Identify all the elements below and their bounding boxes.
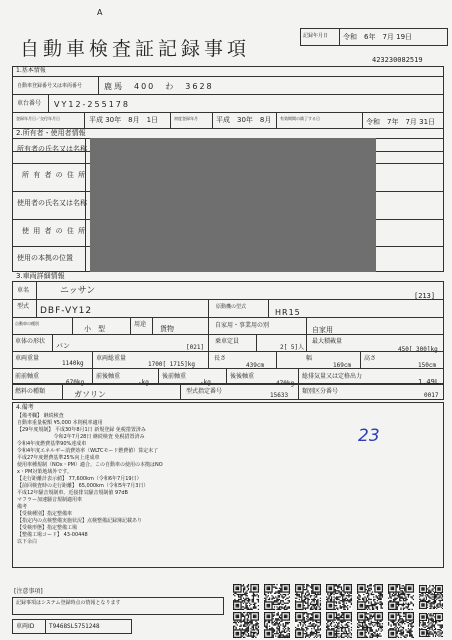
remark-line: 【整備工場コード】 43-00448 xyxy=(17,532,88,538)
qr-code-icon xyxy=(419,612,443,638)
body-shape-code: [021] xyxy=(186,344,205,351)
registration-date-value: 平成 30年 8月 1日 xyxy=(89,116,159,124)
max-load-value: 450[ 300]kg xyxy=(398,346,438,353)
qr-code-icon xyxy=(388,612,414,638)
rear-front-axle-value: -kg xyxy=(200,379,211,386)
body-shape-value: バン xyxy=(56,342,70,350)
vehicle-type-label: 自動車の種別 xyxy=(15,321,39,326)
vehicle-weight-value: 1140kg xyxy=(62,360,84,367)
issue-date-value: 令和 6年 7月 19日 xyxy=(343,33,413,41)
qr-code-icon xyxy=(264,612,290,638)
user-name-label: 使用者の氏名又は名称 xyxy=(17,199,87,207)
engine-model-label: 原動機の型式 xyxy=(216,304,247,310)
width-value: 169cm xyxy=(333,362,352,369)
vehicle-id-box xyxy=(12,619,132,634)
registration-number-value: 鹿馬 400 わ 3628 xyxy=(104,82,214,91)
chassis-number-label: 車台番号 xyxy=(17,100,42,107)
qr-code-icon xyxy=(357,612,383,638)
rear-front-axle-label: 後前軸重 xyxy=(162,373,187,380)
document-number: 423230082519 xyxy=(372,56,423,64)
vehicle-type-value: 小 型 xyxy=(84,325,105,333)
section-4-heading: 4.備考 xyxy=(16,404,34,411)
remark-line: 自動車重量税額 ¥5,000 本則税率適用 xyxy=(17,420,103,426)
remark-line: 【走行距離計表示値】 77,600km（令和6年7月19日） xyxy=(17,476,142,482)
private-business-value: 自家用 xyxy=(312,326,333,334)
notice-text: 記録事項はシステム登録時点の情報となります xyxy=(16,600,121,606)
designation-number-value: 15633 xyxy=(270,392,289,399)
notice-heading: [注意事項] xyxy=(14,588,43,595)
vehicle-id-label: 車両ID xyxy=(16,623,35,630)
chassis-number-value: VY12-255178 xyxy=(54,100,130,109)
remark-line: 【29年度規制】 平成30年8月1日 新規登録 免税措置済み xyxy=(17,427,146,433)
qr-code-icon xyxy=(233,584,259,610)
qr-code-icon xyxy=(295,584,321,610)
height-label: 高さ xyxy=(364,355,377,362)
length-label: 長さ xyxy=(214,355,227,362)
gross-weight-label: 車両総重量 xyxy=(96,355,127,362)
capacity-label: 乗車定員 xyxy=(215,338,240,345)
remark-line: 令和2年7月28日 継続検査 免税措置済み xyxy=(17,434,145,440)
private-business-label: 自家用・事業用の別 xyxy=(215,322,270,329)
category-number-label: 類別区分番号 xyxy=(302,388,339,395)
capacity-value: 2[ 5]人 xyxy=(280,344,305,351)
issue-date-label: 記録年月日 xyxy=(303,33,329,39)
qr-code-icon xyxy=(419,584,443,610)
remark-line: マフラー加速騒音規制適用車 xyxy=(17,497,83,503)
fuel-type-label: 燃料の種類 xyxy=(15,388,46,395)
remark-line: 【受検形態】指定整備工場 xyxy=(17,525,78,531)
registration-date-label: 登録年月日／交付年月日 xyxy=(16,116,60,121)
engine-model-value: HR15 xyxy=(275,308,301,317)
remark-line: 【指定内の点検整備実施状況】点検整備記録簿記載あり xyxy=(17,518,143,524)
remark-line: 備考 xyxy=(17,504,28,510)
user-address-label: 使 用 者 の 住 所 xyxy=(22,227,87,235)
model-value: DBF-VY12 xyxy=(40,306,93,316)
front-rear-axle-value: -kg xyxy=(138,379,149,386)
maker-label: 車名 xyxy=(17,287,30,294)
height-value: 150cm xyxy=(418,362,437,369)
max-load-label: 最大積載量 xyxy=(312,338,343,345)
use-label: 用途 xyxy=(134,321,147,328)
qr-code-icon xyxy=(326,612,352,638)
owner-name-label: 所有者の氏名又は名称 xyxy=(17,145,87,153)
qr-code-icon xyxy=(233,612,259,638)
expiry-date-label: 有効期間の満了する日 xyxy=(280,116,320,121)
section-3-heading: 3.車両詳細情報 xyxy=(16,272,65,280)
body-shape-label: 車体の形状 xyxy=(15,338,46,345)
vehicle-id-value: T9468SL5751248 xyxy=(49,623,100,630)
section-2-heading: 2.所有者・使用者情報 xyxy=(16,129,86,137)
maker-code: [213] xyxy=(414,292,436,300)
remark-line: 【備考欄】 継続検査 xyxy=(17,413,64,419)
use-value: 貨物 xyxy=(160,325,174,333)
remark-line: 平成27年度燃費基準25%向上達成車 xyxy=(17,455,100,461)
displacement-value: 1.49L xyxy=(418,378,440,386)
section-1-heading: 1.基本情報 xyxy=(16,67,46,74)
remark-line: 令和4年度燃費基準90%達成車 xyxy=(17,441,87,447)
width-label: 幅 xyxy=(306,355,313,362)
remark-line: 【受検種別】指定整備車 xyxy=(17,511,73,517)
registration-number-label: 自動車登録番号又は車両番号 xyxy=(17,83,83,89)
expiry-date-value: 令和 7年 7月 31日 xyxy=(366,118,436,126)
owner-address-label: 所 有 者 の 住 所 xyxy=(22,171,87,179)
qr-code-icon xyxy=(264,584,290,610)
issue-date-box xyxy=(300,28,448,46)
document-title: 自動車検査証記録事項 xyxy=(20,38,251,60)
document-mark: A xyxy=(97,8,103,17)
model-label: 型式 xyxy=(17,303,30,310)
remark-line: 平成12年騒音規制車、近接排気騒音規制値 97dB xyxy=(17,490,128,496)
remark-line: 以下余白 xyxy=(17,539,38,545)
redacted-personal-info xyxy=(90,138,376,272)
front-front-axle-value: 670kg xyxy=(66,379,85,386)
length-value: 439cm xyxy=(246,362,265,369)
base-location-label: 使用の本拠の位置 xyxy=(17,254,73,262)
remark-line: 使用車種規制（NOx・PM）適合。この自動車の使用の本拠はNO xyxy=(17,462,163,468)
first-registration-label: 初度登録年月 xyxy=(174,116,198,121)
fuel-type-value: ガソリン xyxy=(74,390,106,399)
qr-code-icon xyxy=(326,584,352,610)
front-front-axle-label: 前前軸重 xyxy=(15,373,40,380)
qr-code-icon xyxy=(357,584,383,610)
rear-rear-axle-label: 後後軸重 xyxy=(230,373,255,380)
maker-value: ニッサン xyxy=(60,286,96,296)
qr-code-icon xyxy=(388,584,414,610)
first-registration-value: 平成 30年 8月 xyxy=(216,116,272,124)
category-number-value: 0017 xyxy=(424,392,439,399)
rear-rear-axle-value: 470kg xyxy=(276,380,295,387)
designation-number-label: 型式指定番号 xyxy=(186,388,223,395)
gross-weight-value: 1700[ 1715]kg xyxy=(148,361,195,368)
qr-code-icon xyxy=(295,612,321,638)
handwritten-number: 23 xyxy=(358,426,380,446)
displacement-label: 総排気量又は定格出力 xyxy=(302,373,363,380)
vehicle-weight-label: 車両重量 xyxy=(15,355,40,362)
remark-line: 【前回検査時の走行距離】 65,000km（令和5年7月3日） xyxy=(17,483,149,489)
front-rear-axle-label: 前後軸重 xyxy=(96,373,121,380)
remark-line: 令和4年度エネルギー消費効率（WLTCモード燃費値）算定未了 xyxy=(17,448,159,454)
remark-line: x・PM対策地域外です。 xyxy=(17,469,72,475)
